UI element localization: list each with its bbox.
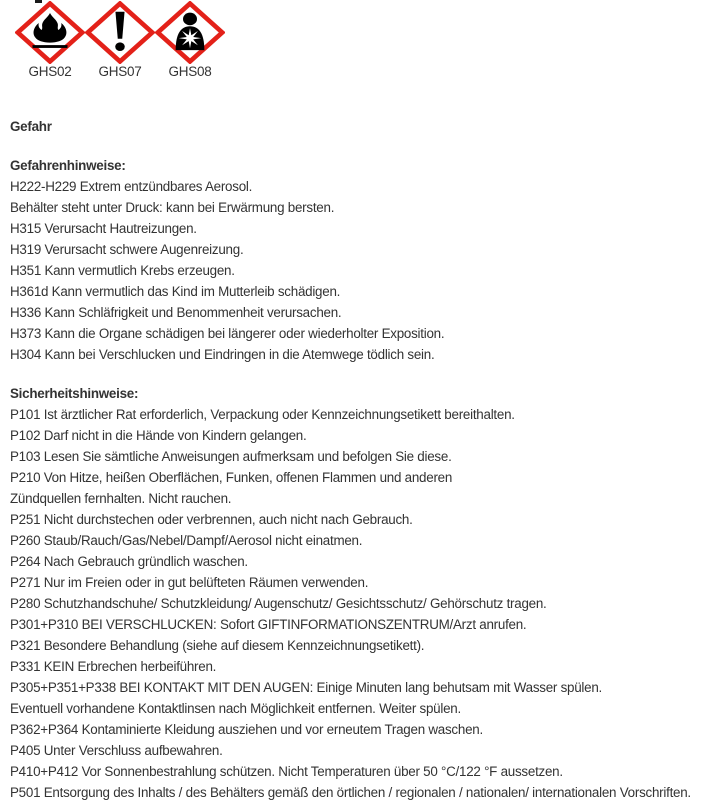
- pictogram-label-ghs02: GHS02: [28, 64, 72, 79]
- flame-icon: [15, 1, 85, 64]
- exclamation-icon: [85, 1, 155, 64]
- hazard-statement-line: H351 Kann vermutlich Krebs erzeugen.: [10, 263, 235, 278]
- precautionary-statement-line: P103 Lesen Sie sämtliche Anweisungen aufmerksam und befolgen Sie diese.: [10, 449, 452, 464]
- signal-word: Gefahr: [10, 119, 52, 134]
- precautionary-statement-line: P260 Staub/Rauch/Gas/Nebel/Dampf/Aerosol nicht einatmen.: [10, 533, 363, 548]
- hazard-statement-line: H373 Kann die Organe schädigen bei längerer oder wiederholter Exposition.: [10, 326, 445, 341]
- pictogram-ghs08: [155, 1, 225, 80]
- precautionary-statement-line: Zündquellen fernhalten. Nicht rauchen.: [10, 491, 232, 506]
- precautionary-statement-line: P305+P351+P338 BEI KONTAKT MIT DEN AUGEN: Einige Minuten lang behutsam mit Wasser spülen.: [10, 680, 603, 695]
- precautionary-statement-line: P251 Nicht durchstechen oder verbrennen, auch nicht nach Gebrauch.: [10, 512, 413, 527]
- precautionary-statement-line: P210 Von Hitze, heißen Oberflächen, Funken, offenen Flammen und anderen: [10, 470, 453, 485]
- precautionary-statements-list: [10, 404, 700, 803]
- hazard-statements-heading: Gefahrenhinweise:: [10, 158, 126, 173]
- hazard-statement-line: H304 Kann bei Verschlucken und Eindringen in die Atemwege tödlich sein.: [10, 347, 435, 362]
- hazard-statements-section: [10, 155, 700, 365]
- precautionary-statement-line: Eventuell vorhandene Kontaktlinsen nach Möglichkeit entfernen. Weiter spülen.: [10, 701, 461, 716]
- precautionary-statement-line: P405 Unter Verschluss aufbewahren.: [10, 743, 223, 758]
- hazard-statement-line: H315 Verursacht Hautreizungen.: [10, 221, 197, 236]
- cropped-text-fragment: [35, 0, 42, 3]
- pictogram-label-ghs08: GHS08: [168, 64, 212, 79]
- precautionary-statement-line: P271 Nur im Freien oder in gut belüfteten Räumen verwenden.: [10, 575, 369, 590]
- precautionary-statement-line: P280 Schutzhandschuhe/ Schutzkleidung/ Augenschutz/ Gesichtsschutz/ Gehörschutz tragen.: [10, 596, 547, 611]
- precautionary-statement-line: P301+P310 BEI VERSCHLUCKEN: Sofort GIFTINFORMATIONSZENTRUM/Arzt anrufen.: [10, 617, 527, 632]
- precautionary-statement-line: P321 Besondere Behandlung (siehe auf diesem Kennzeichnungsetikett).: [10, 638, 425, 653]
- pictogram-label-ghs07: GHS07: [98, 64, 142, 79]
- hazard-statement-line: Behälter steht unter Druck: kann bei Erwärmung bersten.: [10, 200, 335, 215]
- pictogram-ghs07: [85, 1, 155, 80]
- pictogram-row: [15, 0, 700, 80]
- precautionary-statement-line: P264 Nach Gebrauch gründlich waschen.: [10, 554, 248, 569]
- precautionary-statement-line: P501 Entsorgung des Inhalts / des Behälters gemäß den örtlichen / regionalen / nationalen/ internationalen Vorschriften.: [10, 785, 691, 800]
- precautionary-statements-section: [10, 383, 700, 803]
- hazard-statement-line: H361d Kann vermutlich das Kind im Mutterleib schädigen.: [10, 284, 341, 299]
- precautionary-statements-heading: Sicherheitshinweise:: [10, 386, 139, 401]
- precautionary-statement-line: P101 Ist ärztlicher Rat erforderlich, Verpackung oder Kennzeichnungsetikett bereithalten.: [10, 407, 515, 422]
- hazard-statement-line: H222-H229 Extrem entzündbares Aerosol.: [10, 179, 253, 194]
- hazard-statement-line: H319 Verursacht schwere Augenreizung.: [10, 242, 244, 257]
- hazard-statement-line: H336 Kann Schläfrigkeit und Benommenheit verursachen.: [10, 305, 342, 320]
- pictogram-ghs02: [15, 1, 85, 80]
- precautionary-statement-line: P102 Darf nicht in die Hände von Kindern gelangen.: [10, 428, 307, 443]
- hazard-statements-list: [10, 176, 700, 365]
- health-hazard-icon: [155, 1, 225, 64]
- precautionary-statement-line: P331 KEIN Erbrechen herbeiführen.: [10, 659, 217, 674]
- precautionary-statement-line: P362+P364 Kontaminierte Kleidung ausziehen und vor erneutem Tragen waschen.: [10, 722, 483, 737]
- precautionary-statement-line: P410+P412 Vor Sonnenbestrahlung schützen. Nicht Temperaturen über 50 °C/122 °F aussetzen.: [10, 764, 563, 779]
